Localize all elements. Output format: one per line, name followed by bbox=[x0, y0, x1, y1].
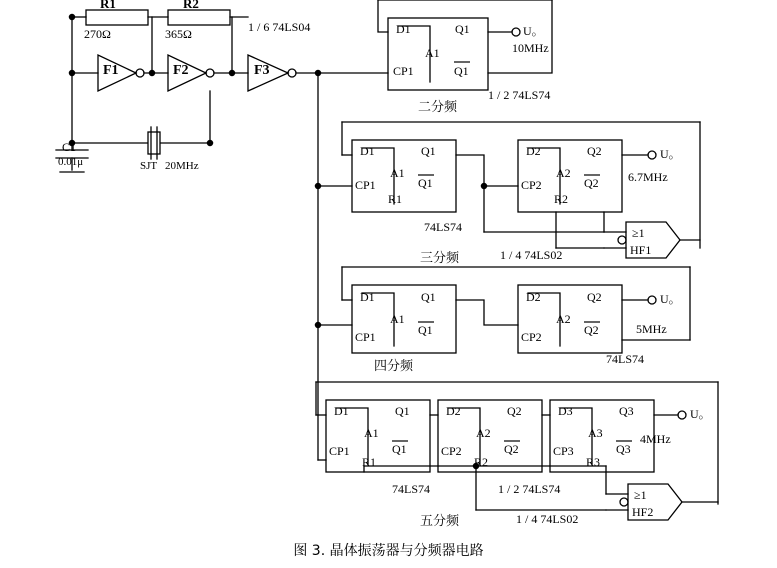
div5-cp3-label: CP3 bbox=[553, 444, 574, 458]
div3-d1-label: D1 bbox=[360, 144, 375, 158]
div3-a2-label: A2 bbox=[556, 166, 571, 180]
div5-q1-label: Q1 bbox=[395, 404, 410, 418]
div3-output-freq: 6.7MHz bbox=[628, 170, 668, 184]
div3-q1-label: Q1 bbox=[421, 144, 436, 158]
div2-d1-label: D1 bbox=[396, 22, 411, 36]
div5-cp2-label: CP2 bbox=[441, 444, 462, 458]
div4-q1-label: Q1 bbox=[421, 290, 436, 304]
div4-a2-label: A2 bbox=[556, 312, 571, 326]
div3-nor-gate-symbol: ≥1 bbox=[632, 226, 645, 240]
div2-title: 二分频 bbox=[418, 100, 458, 115]
div5-q2n-label: Q2 bbox=[504, 442, 519, 456]
div5-q3-label: Q3 bbox=[619, 404, 634, 418]
c1-label: C1 bbox=[62, 140, 77, 154]
div2-q1n-label: Q1 bbox=[454, 64, 469, 78]
div5-q2-label: Q2 bbox=[507, 404, 522, 418]
div5-a3-label: A3 bbox=[588, 426, 603, 440]
div3-d2-label: D2 bbox=[526, 144, 541, 158]
r2-value: 365Ω bbox=[165, 27, 192, 41]
div4-q2-label: Q2 bbox=[587, 290, 602, 304]
div5-part2-label: 1 / 2 74LS74 bbox=[498, 482, 561, 496]
div5-nor-gate-symbol: ≥1 bbox=[634, 488, 647, 502]
crystal-label: SJT bbox=[140, 160, 158, 172]
div3-title: 三分频 bbox=[420, 251, 460, 266]
div5-part-label: 74LS74 bbox=[392, 482, 431, 496]
div3-part-label: 74LS74 bbox=[424, 220, 463, 234]
div3-q2-label: Q2 bbox=[587, 144, 602, 158]
div4-output-freq: 5MHz bbox=[636, 322, 667, 336]
div3-q2n-label: Q2 bbox=[584, 176, 599, 190]
div3-part2-label: 1 / 4 74LS02 bbox=[500, 248, 563, 262]
div2-output-label: U。 bbox=[523, 24, 544, 38]
div4-q2n-label: Q2 bbox=[584, 323, 599, 337]
div3-q1n-label: Q1 bbox=[418, 176, 433, 190]
div2-part-label: 1 / 2 74LS74 bbox=[488, 88, 551, 102]
div4-q1n-label: Q1 bbox=[418, 323, 433, 337]
div5-output-freq: 4MHz bbox=[640, 432, 671, 446]
div5-d2-label: D2 bbox=[446, 404, 461, 418]
div4-d2-label: D2 bbox=[526, 290, 541, 304]
div4-part-label: 74LS74 bbox=[606, 352, 645, 366]
div5-a2-label: A2 bbox=[476, 426, 491, 440]
div3-cp2-label: CP2 bbox=[521, 178, 542, 192]
div3-r1-label: R1 bbox=[388, 192, 403, 206]
div3-nor-gate-name: HF1 bbox=[630, 243, 652, 257]
div5-output-label: U。 bbox=[690, 407, 711, 421]
div5-cp1-label: CP1 bbox=[329, 444, 350, 458]
div2-a1-label: A1 bbox=[425, 46, 440, 60]
inverter-f2-label: F2 bbox=[173, 63, 189, 78]
div5-part3-label: 1 / 4 74LS02 bbox=[516, 512, 579, 526]
div2-cp1-label: CP1 bbox=[393, 64, 414, 78]
div3-output-label: U。 bbox=[660, 147, 681, 161]
inverter-f1-label: F1 bbox=[103, 63, 119, 78]
div4-output-label: U。 bbox=[660, 292, 681, 306]
c1-value: 0.01μ bbox=[58, 156, 84, 168]
div2-output-freq: 10MHz bbox=[512, 41, 549, 55]
div3-r2-label: R2 bbox=[554, 192, 569, 206]
div3-a1-label: A1 bbox=[390, 166, 405, 180]
gate-type-74ls04-label: 1 / 6 74LS04 bbox=[248, 20, 311, 34]
div5-d3-label: D3 bbox=[558, 404, 573, 418]
div5-q3n-label: Q3 bbox=[616, 442, 631, 456]
div4-title: 四分频 bbox=[374, 359, 414, 374]
div5-q1n-label: Q1 bbox=[392, 442, 407, 456]
r2-label: R2 bbox=[183, 0, 199, 11]
div4-cp2-label: CP2 bbox=[521, 330, 542, 344]
div4-cp1-label: CP1 bbox=[355, 330, 376, 344]
div4-a1-label: A1 bbox=[390, 312, 405, 326]
div5-r2-label: R2 bbox=[474, 455, 489, 469]
div5-r1-label: R1 bbox=[362, 455, 377, 469]
div2-q1-label: Q1 bbox=[455, 22, 470, 36]
crystal-value: 20MHz bbox=[165, 160, 199, 172]
div5-d1-label: D1 bbox=[334, 404, 349, 418]
r1-value: 270Ω bbox=[84, 27, 111, 41]
div3-cp1-label: CP1 bbox=[355, 178, 376, 192]
div5-nor-gate-name: HF2 bbox=[632, 505, 654, 519]
div5-title: 五分频 bbox=[420, 514, 460, 529]
figure-caption: 图 3. 晶体振荡器与分频器电路 bbox=[293, 543, 484, 559]
div5-r3-label: R3 bbox=[586, 455, 601, 469]
inverter-f3-label: F3 bbox=[254, 63, 270, 78]
r1-label: R1 bbox=[100, 0, 116, 11]
div5-a1-label: A1 bbox=[364, 426, 379, 440]
div4-d1-label: D1 bbox=[360, 290, 375, 304]
